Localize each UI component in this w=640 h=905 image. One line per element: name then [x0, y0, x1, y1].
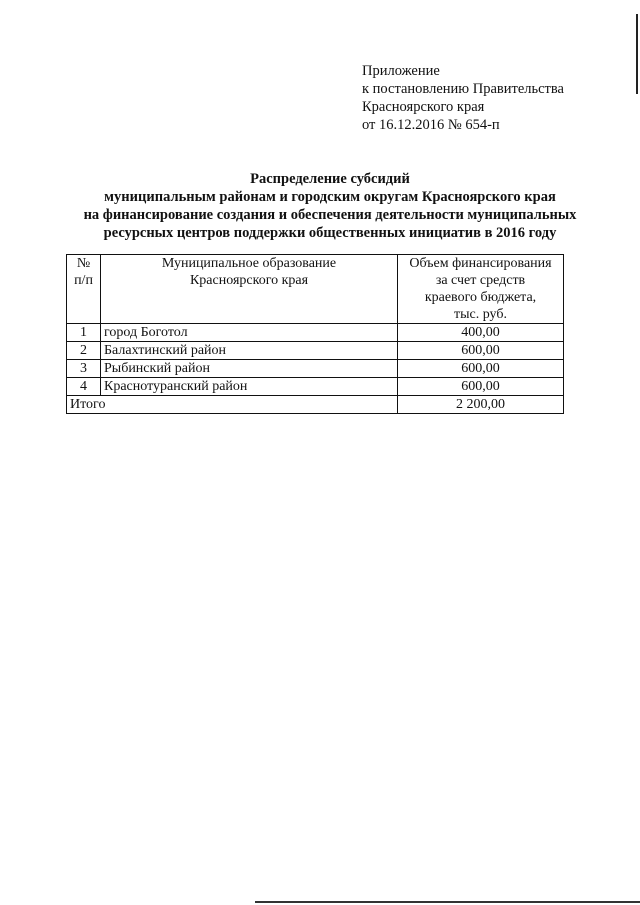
header-municipality	[101, 255, 398, 324]
appendix-line: Красноярского края	[362, 99, 485, 115]
row-number: 1	[67, 324, 101, 342]
document-title	[40, 170, 620, 242]
title-line: Распределение субсидий	[250, 171, 410, 187]
header-number-line: п/п	[74, 273, 93, 288]
row-amount: 600,00	[398, 342, 564, 360]
row-number: 2	[67, 342, 101, 360]
title-line: на финансирование создания и обеспечения деятельности муниципальных	[83, 207, 577, 223]
row-amount: 600,00	[398, 360, 564, 378]
title-line: муниципальным районам и городским округам Красноярского края	[104, 189, 556, 205]
total-amount: 2 200,00	[398, 396, 564, 414]
header-amount-line: тыс. руб.	[454, 307, 507, 322]
row-municipality: Рыбинский район	[101, 360, 398, 378]
row-number: 3	[67, 360, 101, 378]
row-amount: 400,00	[398, 324, 564, 342]
row-municipality: Балахтинский район	[101, 342, 398, 360]
header-number	[67, 255, 101, 324]
header-municipality-line: Красноярского края	[189, 273, 309, 288]
scan-edge-mark-bottom	[255, 901, 640, 903]
header-amount-line: краевого бюджета,	[424, 290, 537, 305]
row-number: 4	[67, 378, 101, 396]
appendix-line: Приложение	[362, 63, 440, 79]
row-amount: 600,00	[398, 378, 564, 396]
header-amount-line: Объем финансирования	[409, 256, 552, 271]
scan-edge-mark	[636, 14, 638, 94]
appendix-block	[362, 62, 564, 134]
table-row	[67, 324, 564, 342]
row-municipality: город Боготол	[101, 324, 398, 342]
header-municipality-line: Муниципальное образование	[161, 256, 337, 271]
appendix-line: к постановлению Правительства	[362, 81, 564, 97]
header-amount-line: за счет средств	[435, 273, 526, 288]
header-amount	[398, 255, 564, 324]
appendix-date-number: от 16.12.2016 № 654-п	[362, 117, 500, 133]
table-header-row	[67, 255, 564, 324]
title-line: ресурсных центров поддержки общественных инициатив в 2016 году	[103, 225, 557, 241]
header-number-line: №	[76, 256, 91, 271]
table-row	[67, 342, 564, 360]
table-row	[67, 360, 564, 378]
table-row	[67, 378, 564, 396]
row-municipality: Краснотуранский район	[101, 378, 398, 396]
subsidy-table	[66, 254, 564, 414]
total-label: Итого	[67, 396, 398, 414]
table-total-row	[67, 396, 564, 414]
